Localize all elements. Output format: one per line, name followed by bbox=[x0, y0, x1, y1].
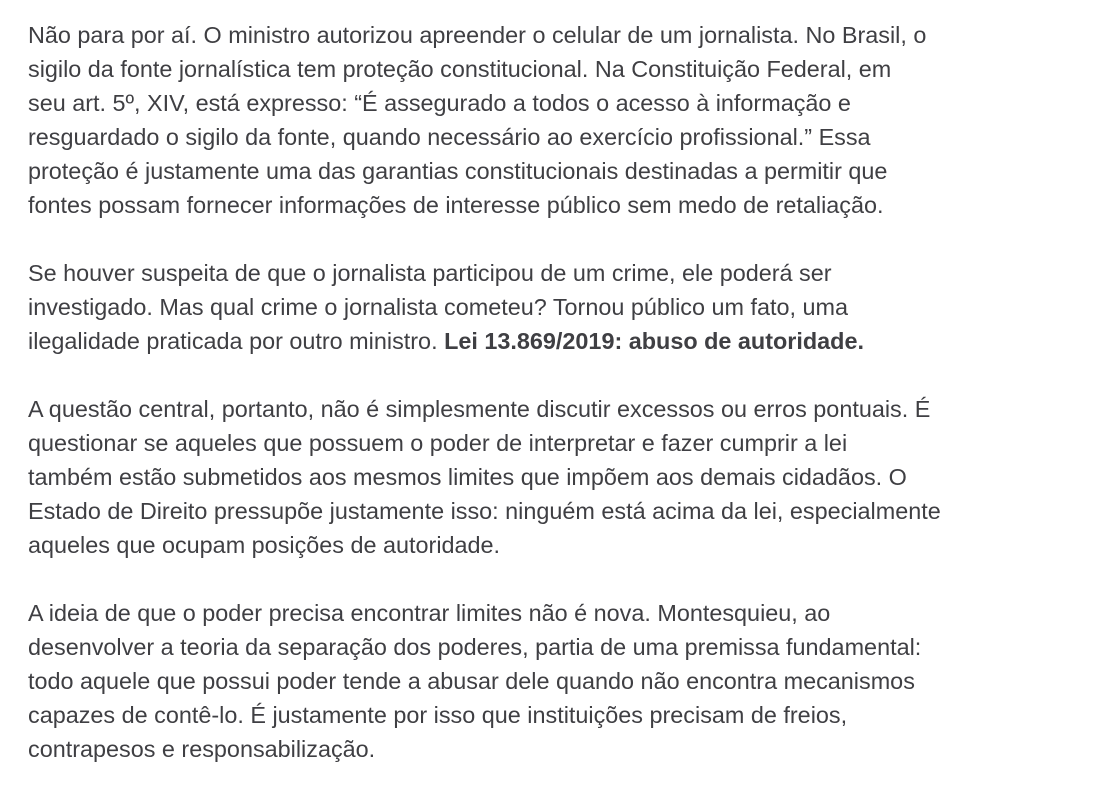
text-line: resguardado o sigilo da fonte, quando necessário ao exercício profissional.” Essa bbox=[28, 124, 871, 150]
text-line: Não para por aí. O ministro autorizou apreender o celular de um jornalista. No Brasil, o bbox=[28, 22, 927, 48]
paragraph-2 bbox=[28, 256, 1108, 358]
text-line: investigado. Mas qual crime o jornalista cometeu? Tornou público um fato, uma bbox=[28, 294, 848, 320]
text-line: questionar se aqueles que possuem o poder de interpretar e fazer cumprir a lei bbox=[28, 430, 848, 456]
article-body bbox=[28, 18, 1108, 800]
text-line bbox=[28, 324, 1108, 358]
text-line: fontes possam fornecer informações de interesse público sem medo de retaliação. bbox=[28, 192, 884, 218]
text-line: contrapesos e responsabilização. bbox=[28, 736, 376, 762]
text-line: Estado de Direito pressupõe justamente isso: ninguém está acima da lei, especialmente bbox=[28, 498, 941, 524]
text-line: desenvolver a teoria da separação dos poderes, partia de uma premissa fundamental: bbox=[28, 634, 922, 660]
paragraph-3 bbox=[28, 392, 1108, 562]
text-line: A ideia de que o poder precisa encontrar limites não é nova. Montesquieu, ao bbox=[28, 600, 831, 626]
text-line: também estão submetidos aos mesmos limites que impõem aos demais cidadãos. O bbox=[28, 464, 907, 490]
paragraph-4 bbox=[28, 596, 1108, 766]
text-line: Se houver suspeita de que o jornalista participou de um crime, ele poderá ser bbox=[28, 260, 832, 286]
text-line: aqueles que ocupam posições de autoridade. bbox=[28, 532, 501, 558]
paragraph-1 bbox=[28, 18, 1108, 222]
text-line: proteção é justamente uma das garantias constitucionais destinadas a permitir que bbox=[28, 158, 888, 184]
text-line: capazes de contê-lo. É justamente por isso que instituições precisam de freios, bbox=[28, 702, 848, 728]
text-line: seu art. 5º, XIV, está expresso: “É assegurado a todos o acesso à informação e bbox=[28, 90, 851, 116]
text-line: A questão central, portanto, não é simplesmente discutir excessos ou erros pontuais. É bbox=[28, 396, 931, 422]
text-line-prefix: ilegalidade praticada por outro ministro. bbox=[28, 328, 445, 354]
text-line: sigilo da fonte jornalística tem proteção constitucional. Na Constituição Federal, em bbox=[28, 56, 892, 82]
text-line: todo aquele que possui poder tende a abusar dele quando não encontra mecanismos bbox=[28, 668, 915, 694]
law-reference-bold: Lei 13.869/2019: abuso de autoridade. bbox=[444, 328, 864, 354]
